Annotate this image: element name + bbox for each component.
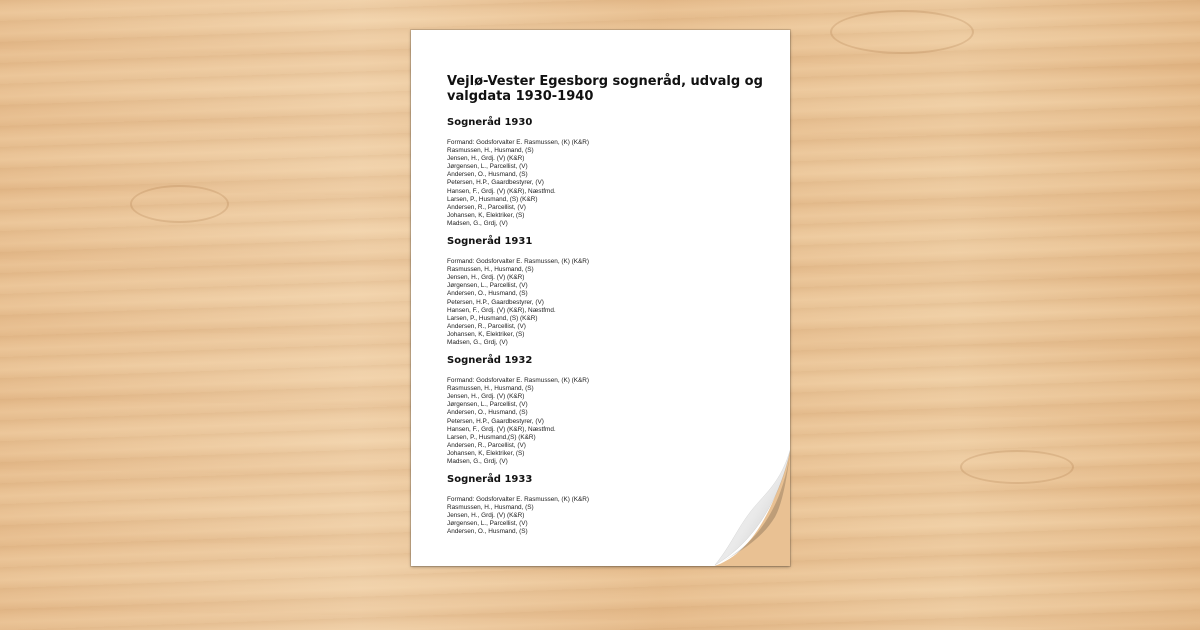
list-item: Jørgensen, L., Parcellist, (V) [447, 520, 528, 528]
list-item: Madsen, G., Grdj, (V) [447, 458, 508, 465]
list-item: Rasmussen, H., Husmand, (S) [447, 504, 534, 512]
wood-knot [130, 185, 229, 223]
wood-knot [830, 10, 974, 54]
list-item: Jørgensen, L., Parcellist, (V) [447, 401, 528, 409]
list-item: Jørgensen, L., Parcellist, (V) [447, 163, 528, 171]
list-item: Rasmussen, H., Husmand, (S) [447, 385, 534, 393]
wood-knot [960, 450, 1074, 484]
section [447, 117, 767, 228]
section-heading: Sogneråd 1932 [447, 355, 533, 367]
list-item: Formand: Godsforvalter E. Rasmussen, (K) (K&R) [447, 496, 590, 504]
list-item: Andersen, O., Husmand, (S) [447, 290, 528, 298]
section-heading: Sogneråd 1930 [447, 117, 533, 128]
list-item: Madsen, G., Grdj, (V) [447, 219, 508, 227]
page-curl [711, 447, 790, 566]
list-item: Petersen, H.P., Gaardbestyrer, (V) [447, 298, 544, 306]
list-item: Jensen, H., Grdj. (V) (K&R) [447, 155, 525, 163]
list-item: Jørgensen, L., Parcellist, (V) [447, 282, 528, 290]
list-item: Hansen, F., Grdj. (V) (K&R), Næstfmd. [447, 425, 556, 433]
list-item: Hansen, F., Grdj. (V) (K&R), Næstfmd. [447, 306, 556, 314]
list-item: Rasmussen, H., Husmand, (S) [447, 266, 534, 274]
member-list [447, 258, 767, 347]
list-item: Jensen, H., Grdj. (V) (K&R) [447, 512, 525, 520]
member-list [447, 139, 767, 228]
list-item: Formand: Godsforvalter E. Rasmussen, (K) (K&R) [447, 139, 590, 146]
list-item: Formand: Godsforvalter E. Rasmussen, (K) (K&R) [447, 258, 590, 266]
list-item: Johansen, K, Elektriker, (S) [447, 449, 525, 457]
list-item: Rasmussen, H., Husmand, (S) [447, 147, 534, 155]
list-item: Hansen, F., Grdj. (V) (K&R), Næstfmd. [447, 187, 556, 195]
list-item: Johansen, K, Elektriker, (S) [447, 330, 525, 338]
list-item: Formand: Godsforvalter E. Rasmussen, (K) (K&R) [447, 377, 590, 385]
list-item: Andersen, R., Parcellist, (V) [447, 203, 526, 211]
list-item: Andersen, O., Husmand, (S) [447, 528, 528, 536]
list-item: Andersen, R., Parcellist, (V) [447, 441, 526, 449]
section-heading: Sogneråd 1931 [447, 236, 533, 248]
list-item: Petersen, H.P., Gaardbestyrer, (V) [447, 417, 544, 425]
list-item: Jensen, H., Grdj. (V) (K&R) [447, 274, 525, 282]
list-item: Andersen, R., Parcellist, (V) [447, 322, 526, 330]
list-item: Jensen, H., Grdj. (V) (K&R) [447, 393, 525, 401]
list-item: Andersen, O., Husmand, (S) [447, 171, 528, 179]
list-item: Madsen, G., Grdj, (V) [447, 338, 508, 346]
list-item: Johansen, K, Elektriker, (S) [447, 211, 525, 219]
document-title: Vejlø-Vester Egesborg sogneråd, udvalg og valgdata 1930-1940 [447, 74, 763, 104]
section [447, 236, 767, 347]
list-item: Andersen, O., Husmand, (S) [447, 409, 528, 417]
document-page [411, 30, 790, 566]
list-item: Petersen, H.P., Gaardbestyrer, (V) [447, 179, 544, 187]
list-item: Larsen, P., Husmand,(S) (K&R) [447, 433, 536, 441]
section-heading: Sogneråd 1933 [447, 474, 533, 486]
list-item: Larsen, P., Husmand, (S) (K&R) [447, 314, 538, 322]
list-item: Larsen, P., Husmand, (S) (K&R) [447, 195, 538, 203]
